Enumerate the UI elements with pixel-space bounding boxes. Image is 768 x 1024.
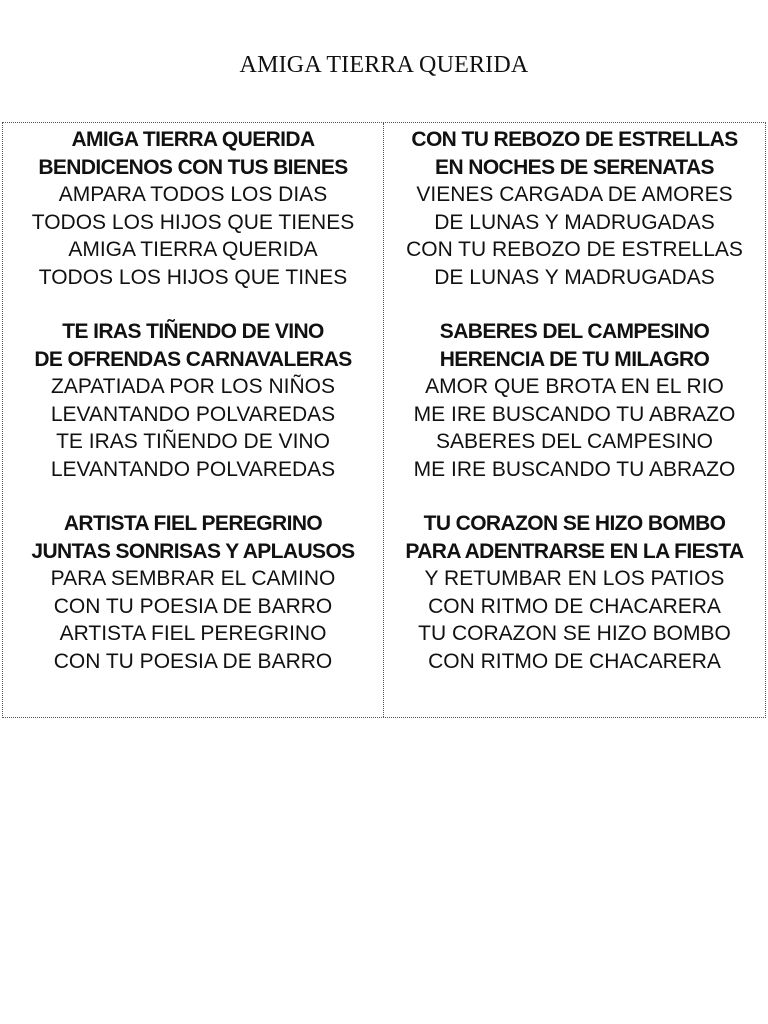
stanza	[384, 318, 765, 483]
stanza-line: ME IRE BUSCANDO TU ABRAZO	[413, 402, 736, 426]
stanza	[384, 126, 765, 291]
stanza	[3, 318, 383, 483]
stanza-bold-line: EN NOCHES DE SERENATAS	[435, 155, 714, 179]
stanza-bold-line: JUNTAS SONRISAS Y APLAUSOS	[31, 539, 355, 563]
stanza-line: TODOS LOS HIJOS QUE TINES	[38, 265, 348, 289]
stanza-line: CON RITMO DE CHACARERA	[428, 594, 721, 618]
stanza-line: AMIGA TIERRA QUERIDA	[68, 238, 318, 261]
stanza-line: CON RITMO DE CHACARERA	[428, 649, 721, 673]
stanza-line: TU CORAZON SE HIZO BOMBO	[418, 622, 731, 645]
stanza-line: TE IRAS TIÑENDO DE VINO	[56, 430, 330, 453]
lyrics-column-left	[3, 123, 384, 717]
stanza-line: DE LUNAS Y MADRUGADAS	[434, 210, 715, 234]
lyrics-table	[2, 122, 766, 718]
stanza-bold-line: TE IRAS TIÑENDO DE VINO	[62, 320, 324, 343]
page-title: AMIGA TIERRA QUERIDA	[239, 52, 529, 78]
stanza-line: CON TU POESIA DE BARRO	[53, 594, 333, 618]
stanza	[384, 510, 765, 675]
stanza-bold-line: PARA ADENTRARSE EN LA FIESTA	[405, 539, 744, 563]
stanza-bold-line: BENDICENOS CON TUS BIENES	[38, 155, 348, 179]
stanza-line: PARA SEMBRAR EL CAMINO	[50, 567, 336, 590]
stanza-bold-line: SABERES DEL CAMPESINO	[439, 320, 710, 343]
stanza-bold-line: ARTISTA FIEL PEREGRINO	[63, 512, 323, 535]
stanza-line: AMOR QUE BROTA EN EL RIO	[425, 375, 724, 398]
stanza-bold-line: AMIGA TIERRA QUERIDA	[71, 128, 315, 151]
stanza-line: Y RETUMBAR EN LOS PATIOS	[424, 567, 725, 590]
stanza-line: SABERES DEL CAMPESINO	[436, 430, 713, 453]
stanza-line: ME IRE BUSCANDO TU ABRAZO	[413, 457, 736, 481]
stanza-line: VIENES CARGADA DE AMORES	[416, 183, 733, 206]
stanza-bold-line: HERENCIA DE TU MILAGRO	[439, 347, 710, 371]
stanza-line: DE LUNAS Y MADRUGADAS	[434, 265, 715, 289]
stanza-line: LEVANTANDO POLVAREDAS	[50, 402, 336, 426]
stanza-line: AMPARA TODOS LOS DIAS	[58, 183, 328, 206]
stanza-line: ZAPATIADA POR LOS NIÑOS	[51, 375, 335, 398]
stanza-bold-line: CON TU REBOZO DE ESTRELLAS	[411, 128, 738, 151]
stanza-bold-line: DE OFRENDAS CARNAVALERAS	[34, 347, 352, 371]
stanza-line: TODOS LOS HIJOS QUE TIENES	[31, 210, 355, 234]
lyrics-column-right	[384, 123, 765, 717]
stanza-bold-line: TU CORAZON SE HIZO BOMBO	[423, 512, 726, 535]
stanza	[3, 126, 383, 291]
stanza-line: LEVANTANDO POLVAREDAS	[50, 457, 336, 481]
stanza-line: CON TU REBOZO DE ESTRELLAS	[406, 238, 743, 261]
stanza-line: CON TU POESIA DE BARRO	[53, 649, 333, 673]
stanza	[3, 510, 383, 675]
stanza-line: ARTISTA FIEL PEREGRINO	[59, 622, 327, 645]
